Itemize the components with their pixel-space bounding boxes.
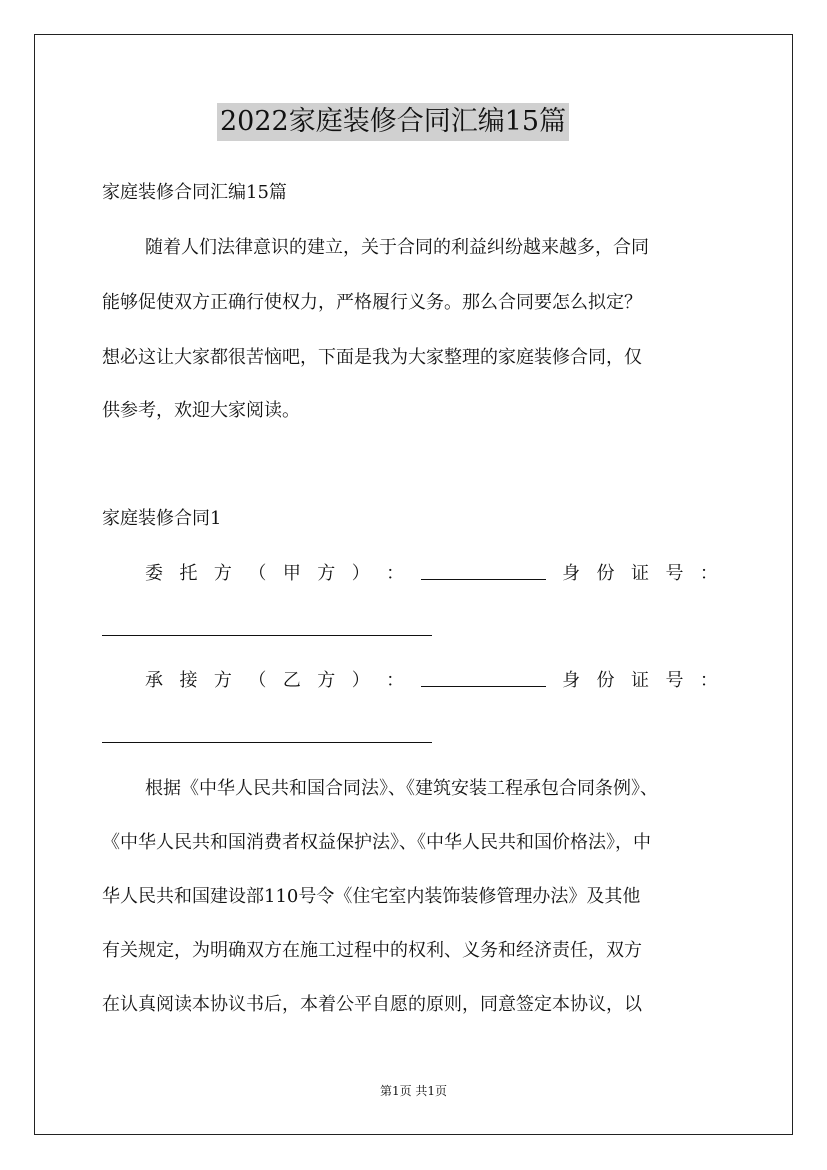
section-heading: 家庭装修合同1 <box>102 508 222 529</box>
party-b-id-char: 份 <box>596 670 615 691</box>
party-a-char: 托 <box>179 563 198 584</box>
document-subtitle: 家庭装修合同汇编15篇 <box>102 182 287 203</box>
party-a-id-char: 号 <box>665 563 684 584</box>
body-line-1: 根据《中华人民共和国合同法》、《建筑安装工程承包合同条例》、 <box>145 778 658 799</box>
party-b-char: 接 <box>179 670 198 691</box>
party-b-char: 方 <box>213 670 232 691</box>
party-a-row <box>145 563 718 585</box>
party-b-id-char: 号 <box>665 670 684 691</box>
party-a-id-char: 身 <box>562 563 581 584</box>
body-line-5: 在认真阅读本协议书后，本着公平自愿的原则，同意签定本协议，以 <box>102 994 642 1015</box>
party-b-char: ： <box>386 670 405 691</box>
body-line-4: 有关规定，为明确双方在施工过程中的权利、义务和经济责任，双方 <box>102 940 642 961</box>
party-a-char: ： <box>386 563 405 584</box>
party-b-char: （ <box>248 670 267 691</box>
party-a-id-char: 证 <box>630 563 649 584</box>
party-a-id-char: ： <box>699 563 718 584</box>
intro-line-2: 能够促使双方正确行使权力，严格履行义务。那么合同要怎么拟定？ <box>102 292 642 313</box>
party-b-char: ） <box>351 670 370 691</box>
party-a-char: 甲 <box>282 563 301 584</box>
party-a-id-blank <box>102 635 432 636</box>
intro-line-3: 想必这让大家都很苦恼吧，下面是我为大家整理的家庭装修合同，仅 <box>102 347 642 368</box>
party-b-id-blank <box>102 742 432 743</box>
party-a-char: ） <box>351 563 370 584</box>
intro-line-1: 随着人们法律意识的建立，关于合同的利益纠纷越来越多，合同 <box>145 237 649 258</box>
party-a-char: 委 <box>145 563 163 584</box>
party-a-char: 方 <box>317 563 336 584</box>
party-b-name-blank <box>421 670 546 687</box>
party-b-id-char: ： <box>699 670 718 691</box>
page-footer: 第1页 共1页 <box>379 1084 448 1098</box>
party-a-id-char: 份 <box>596 563 615 584</box>
body-line-2: 《中华人民共和国消费者权益保护法》、《中华人民共和国价格法》，中 <box>102 832 651 853</box>
party-b-char: 承 <box>145 670 163 691</box>
intro-line-4: 供参考，欢迎大家阅读。 <box>102 400 300 421</box>
party-b-id-char: 身 <box>562 670 581 691</box>
document-title: 2022家庭装修合同汇编15篇 <box>217 103 569 141</box>
party-a-name-blank <box>421 563 546 580</box>
party-b-char: 乙 <box>282 670 301 691</box>
party-a-char: （ <box>248 563 267 584</box>
party-a-char: 方 <box>213 563 232 584</box>
party-b-id-char: 证 <box>630 670 649 691</box>
party-b-char: 方 <box>317 670 336 691</box>
body-line-3: 华人民共和国建设部110号令《住宅室内装饰装修管理办法》及其他 <box>102 886 641 907</box>
party-b-row <box>145 670 718 692</box>
